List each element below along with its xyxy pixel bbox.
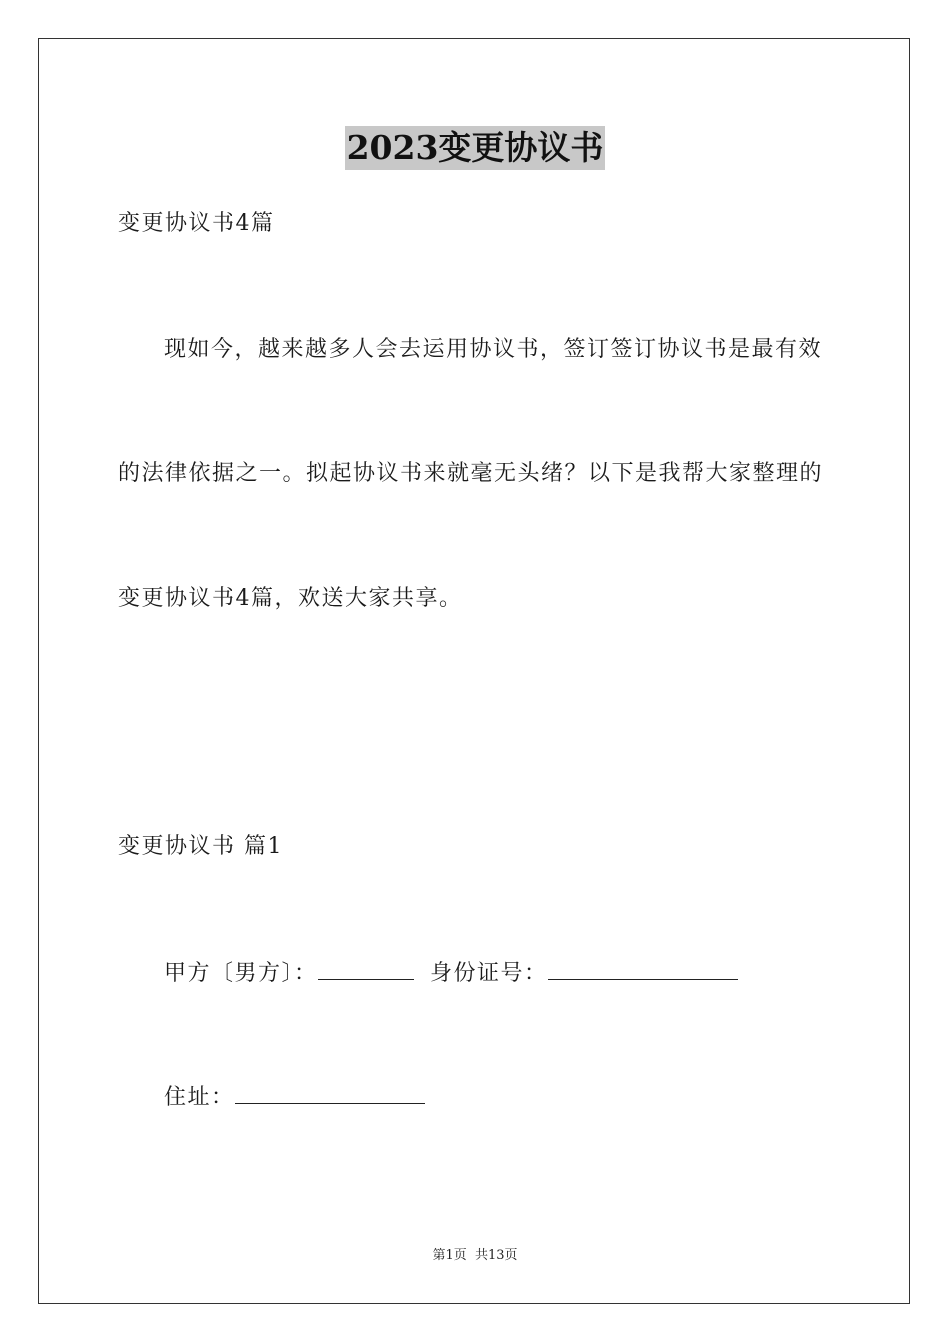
document-subtitle: 变更协议书4篇 [118,211,275,236]
address-row [164,1081,425,1113]
address-blank[interactable] [235,1081,425,1104]
party-a-blank[interactable] [318,957,414,980]
document-title: 2023变更协议书 [345,126,606,170]
intro-line-3: 变更协议书4篇，欢送大家共享。 [118,586,463,611]
page-footer [0,1246,950,1266]
id-number-label: 身份证号： [430,961,548,986]
page-number: 第1页 [432,1248,467,1263]
address-label: 住址： [164,1085,235,1110]
title-container [0,126,950,170]
page-total: 共13页 [474,1248,518,1263]
section-heading: 变更协议书 篇1 [118,834,283,859]
intro-line-2: 的法律依据之一。拟起协议书来就毫无头绪？以下是我帮大家整理的 [118,461,824,486]
party-a-row [164,957,738,989]
id-number-blank[interactable] [548,957,738,980]
intro-line-1: 现如今，越来越多人会去运用协议书，签订签订协议书是最有效 [164,337,823,362]
party-a-label: 甲方〔男方〕： [164,961,318,986]
